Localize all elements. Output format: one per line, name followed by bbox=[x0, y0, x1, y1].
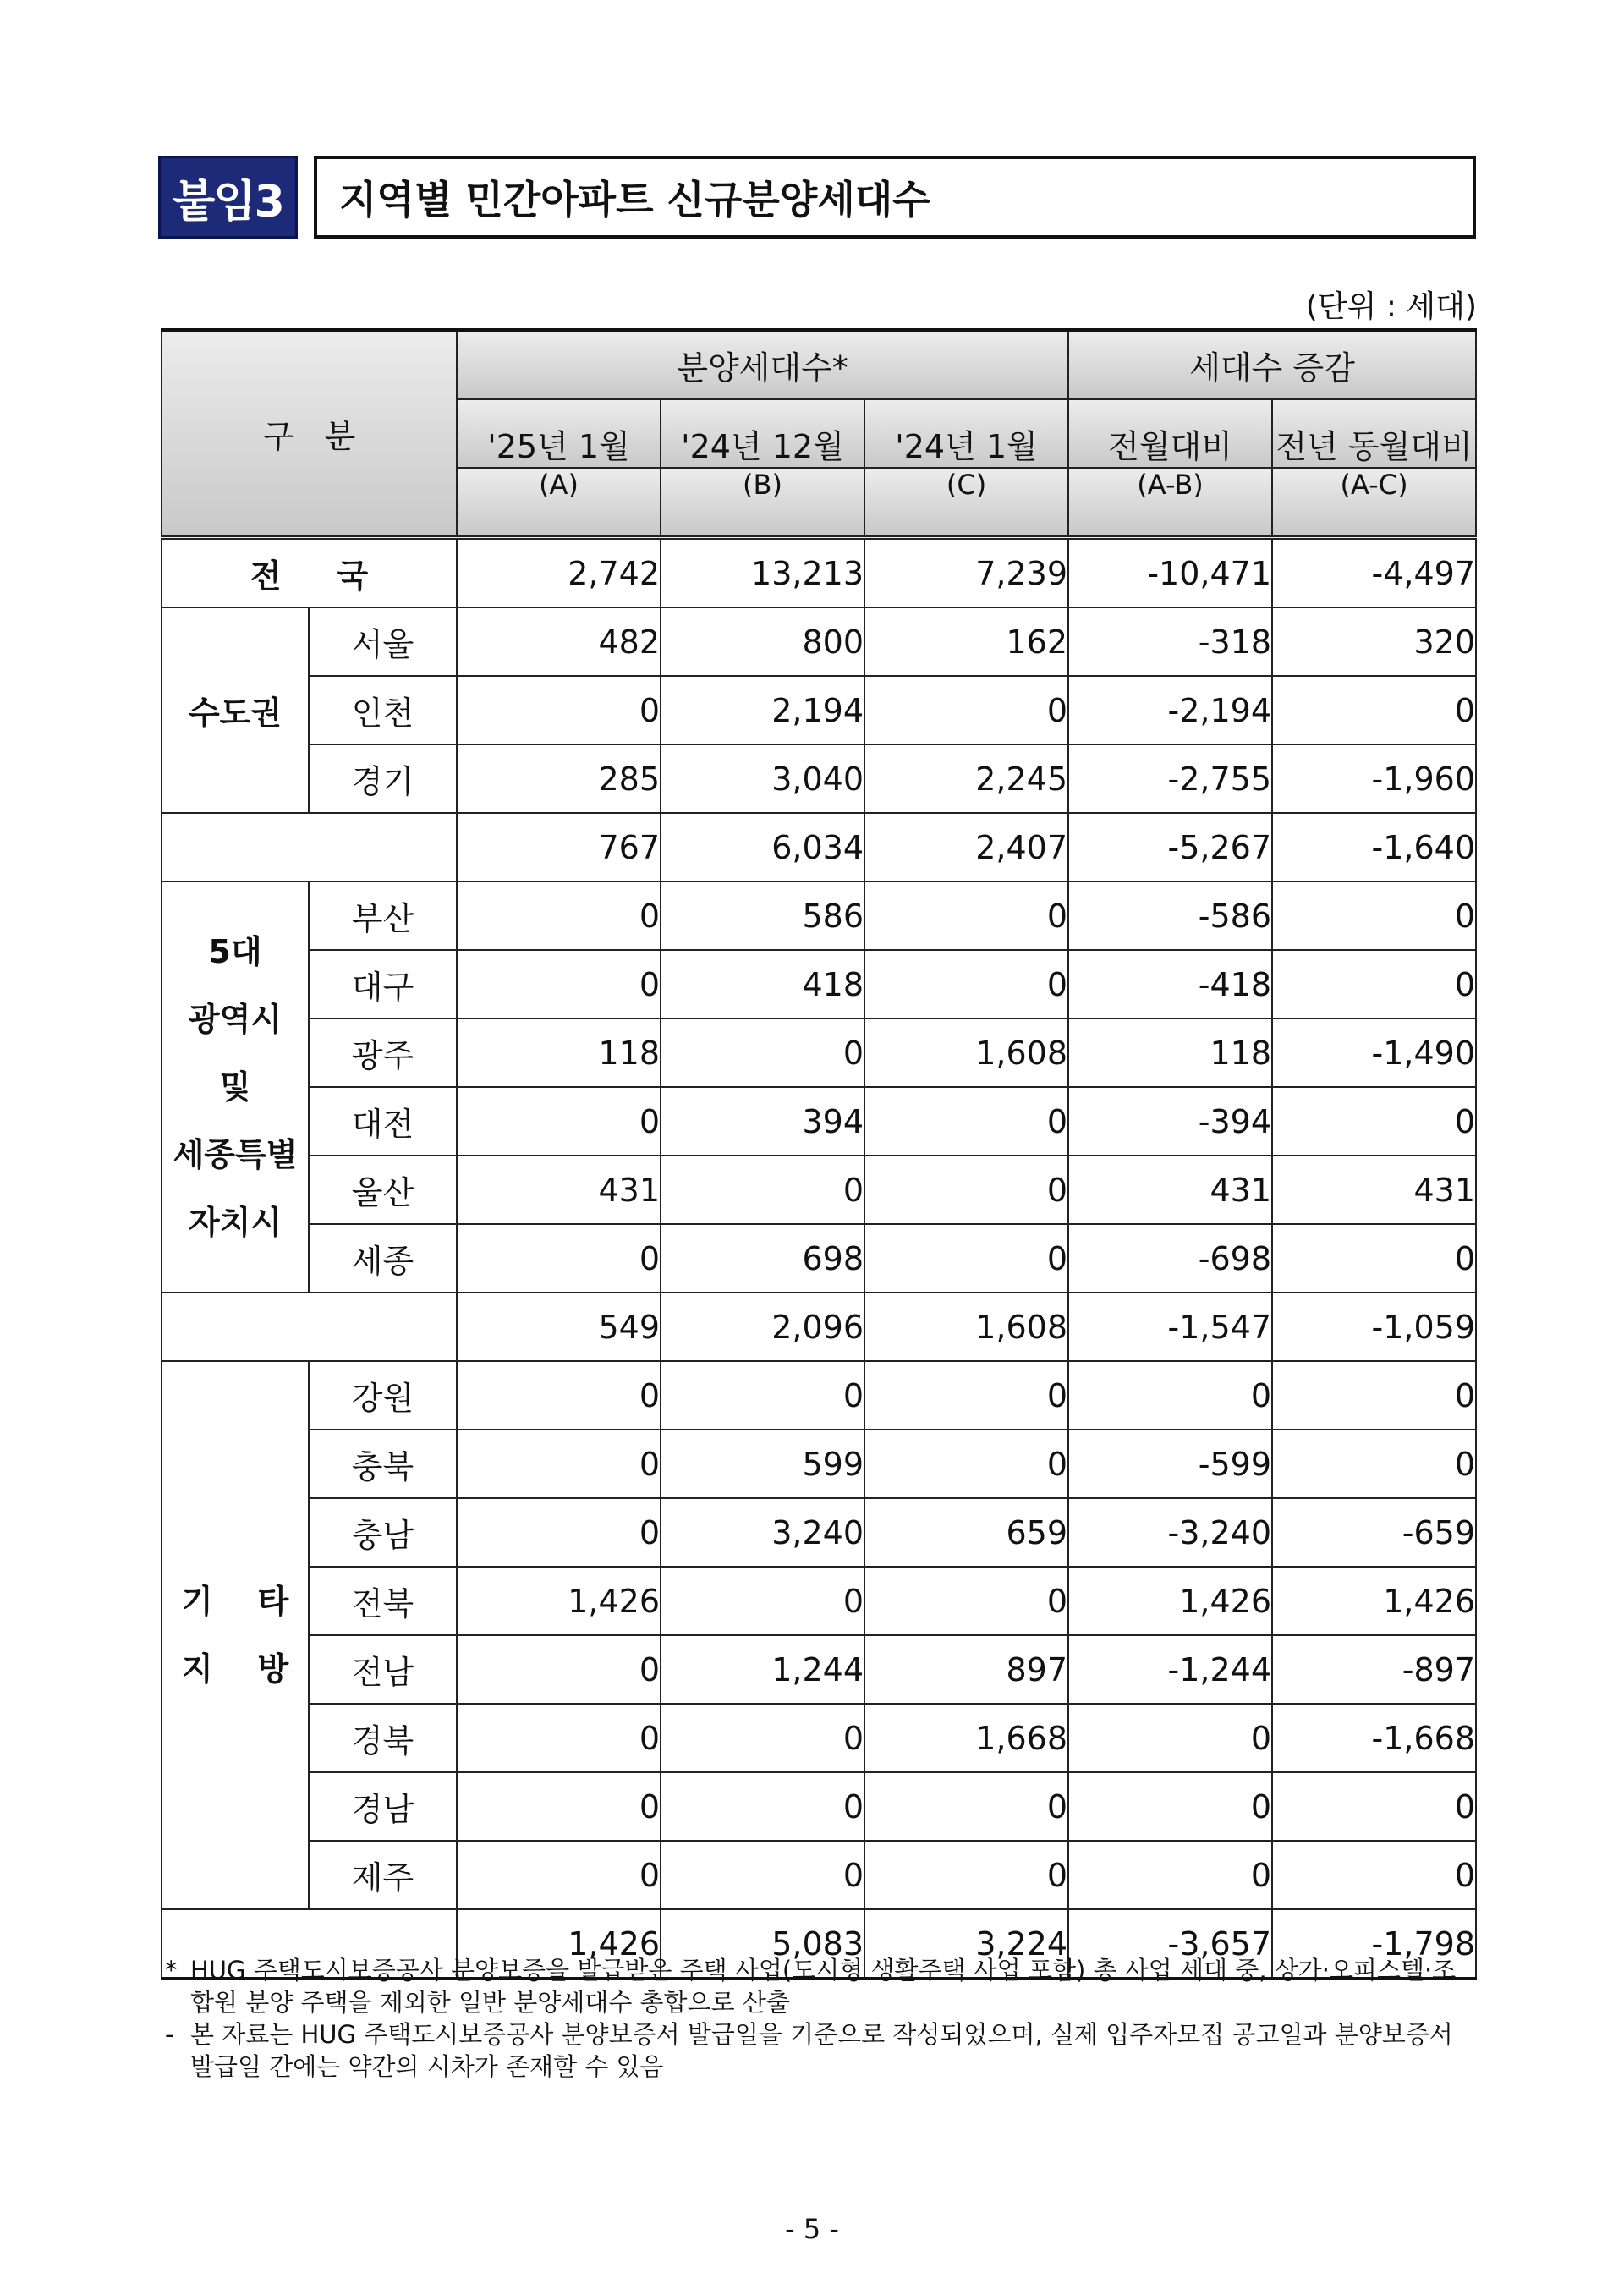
footnote-mark: * bbox=[165, 1956, 178, 1985]
footnote-text: 본 자료는 HUG 주택도시보증공사 분양보증서 발급일을 기준으로 작성되었으며, 실제 입주자모집 공고일과 분양보증서 발급일 간에는 약간의 시차가 존재할 수 있음 bbox=[190, 2020, 1453, 2081]
table-row bbox=[162, 1635, 1476, 1704]
value-cell: 0 bbox=[661, 1772, 864, 1841]
header-col-a-sub: (A) bbox=[457, 468, 661, 538]
value-cell: 3,224 bbox=[864, 1909, 1068, 1979]
header-col-b-sub: (B) bbox=[661, 468, 864, 538]
value-cell: -659 bbox=[1272, 1498, 1476, 1567]
region-label: 광주 bbox=[309, 1018, 457, 1087]
region-label: 인천 bbox=[309, 676, 457, 744]
region-label: 서울 bbox=[309, 607, 457, 676]
table-row-subtotal bbox=[162, 1293, 1476, 1361]
group-label bbox=[162, 881, 309, 1293]
table-row bbox=[162, 1772, 1476, 1841]
value-cell: 698 bbox=[661, 1224, 864, 1293]
value-cell: 2,742 bbox=[457, 538, 661, 608]
value-cell: 3,040 bbox=[661, 744, 864, 813]
value-cell: 482 bbox=[457, 607, 661, 676]
value-cell: 0 bbox=[661, 1156, 864, 1224]
value-cell: 0 bbox=[1068, 1361, 1272, 1430]
group-label bbox=[162, 1361, 309, 1909]
value-cell: 0 bbox=[457, 1430, 661, 1498]
region-label: 제주 bbox=[309, 1841, 457, 1909]
header-col-b: '24년 12월 bbox=[661, 399, 864, 468]
value-cell: 0 bbox=[1272, 881, 1476, 950]
value-cell: 2,194 bbox=[661, 676, 864, 744]
value-cell: 394 bbox=[661, 1087, 864, 1156]
value-cell: 0 bbox=[661, 1567, 864, 1635]
value-cell: 1,608 bbox=[864, 1018, 1068, 1087]
value-cell: -5,267 bbox=[1068, 813, 1272, 881]
value-cell: 0 bbox=[457, 1498, 661, 1567]
region-label: 경기 bbox=[309, 744, 457, 813]
value-cell: 0 bbox=[864, 950, 1068, 1018]
region-label: 경북 bbox=[309, 1704, 457, 1772]
value-cell: 1,608 bbox=[864, 1293, 1068, 1361]
value-cell: 0 bbox=[457, 1087, 661, 1156]
table-row bbox=[162, 1361, 1476, 1430]
value-cell: 0 bbox=[864, 1567, 1068, 1635]
value-cell: 0 bbox=[864, 1156, 1068, 1224]
value-cell: 659 bbox=[864, 1498, 1068, 1567]
page-title: 지역별 민간아파트 신규분양세대수 bbox=[314, 156, 1476, 239]
title-bar bbox=[158, 156, 1476, 239]
value-cell: 0 bbox=[864, 1430, 1068, 1498]
value-cell: 320 bbox=[1272, 607, 1476, 676]
table-row bbox=[162, 1430, 1476, 1498]
table-row bbox=[162, 1498, 1476, 1567]
header-col-d-sub: (A-B) bbox=[1068, 468, 1272, 538]
value-cell: 2,407 bbox=[864, 813, 1068, 881]
group-label-line: 지 방 bbox=[181, 1650, 289, 1688]
value-cell: 549 bbox=[457, 1293, 661, 1361]
value-cell: 0 bbox=[1068, 1772, 1272, 1841]
value-cell: 1,244 bbox=[661, 1635, 864, 1704]
header-col-d: 전월대비 bbox=[1068, 399, 1272, 468]
value-cell: 599 bbox=[661, 1430, 864, 1498]
value-cell: 2,096 bbox=[661, 1293, 864, 1361]
value-cell: 1,426 bbox=[1068, 1567, 1272, 1635]
group-label-line: 및 bbox=[219, 1068, 251, 1106]
region-label: 울산 bbox=[309, 1156, 457, 1224]
value-cell: 418 bbox=[661, 950, 864, 1018]
value-cell: -599 bbox=[1068, 1430, 1272, 1498]
value-cell: -1,640 bbox=[1272, 813, 1476, 881]
value-cell: -1,547 bbox=[1068, 1293, 1272, 1361]
footnotes bbox=[165, 1954, 1476, 2083]
value-cell: 0 bbox=[1272, 676, 1476, 744]
supply-table bbox=[161, 328, 1477, 1980]
region-label: 전남 bbox=[309, 1635, 457, 1704]
region-label: 충북 bbox=[309, 1430, 457, 1498]
region-label: 대전 bbox=[309, 1087, 457, 1156]
value-cell: 0 bbox=[1272, 1430, 1476, 1498]
value-cell: 0 bbox=[457, 950, 661, 1018]
value-cell: 0 bbox=[864, 1224, 1068, 1293]
value-cell: 431 bbox=[457, 1156, 661, 1224]
value-cell: 0 bbox=[1272, 1087, 1476, 1156]
value-cell: -1,960 bbox=[1272, 744, 1476, 813]
value-cell: 1,426 bbox=[457, 1909, 661, 1979]
footnote-mark: - bbox=[165, 2020, 174, 2049]
value-cell: 0 bbox=[661, 1018, 864, 1087]
value-cell: 767 bbox=[457, 813, 661, 881]
header-category: 구 분 bbox=[162, 330, 457, 538]
value-cell: -418 bbox=[1068, 950, 1272, 1018]
region-label: 대구 bbox=[309, 950, 457, 1018]
table-row bbox=[162, 1704, 1476, 1772]
value-cell: 0 bbox=[661, 1841, 864, 1909]
group-label: 수도권 bbox=[162, 607, 309, 813]
value-cell: 0 bbox=[1272, 1361, 1476, 1430]
value-cell: 118 bbox=[1068, 1018, 1272, 1087]
value-cell: 800 bbox=[661, 607, 864, 676]
table-row bbox=[162, 881, 1476, 950]
header-col-e: 전년 동월대비 bbox=[1272, 399, 1476, 468]
group-label-line: 5대 bbox=[208, 933, 262, 970]
group-label-line: 광역시 bbox=[188, 1001, 283, 1038]
region-label: 부산 bbox=[309, 881, 457, 950]
table-row bbox=[162, 1087, 1476, 1156]
value-cell: 162 bbox=[864, 607, 1068, 676]
value-cell: -1,490 bbox=[1272, 1018, 1476, 1087]
value-cell: 0 bbox=[661, 1361, 864, 1430]
table-row bbox=[162, 1841, 1476, 1909]
row-label-national: 전 국 bbox=[162, 538, 457, 608]
table-row-national bbox=[162, 538, 1476, 608]
value-cell: 897 bbox=[864, 1635, 1068, 1704]
value-cell: -586 bbox=[1068, 881, 1272, 950]
region-label: 경남 bbox=[309, 1772, 457, 1841]
value-cell: 285 bbox=[457, 744, 661, 813]
header-supply-group: 분양세대수* bbox=[457, 330, 1068, 399]
table-row bbox=[162, 607, 1476, 676]
value-cell: 118 bbox=[457, 1018, 661, 1087]
value-cell: -3,657 bbox=[1068, 1909, 1272, 1979]
value-cell: 0 bbox=[864, 1772, 1068, 1841]
value-cell: -1,244 bbox=[1068, 1635, 1272, 1704]
region-label: 강원 bbox=[309, 1361, 457, 1430]
header-col-a: '25년 1월 bbox=[457, 399, 661, 468]
value-cell: -10,471 bbox=[1068, 538, 1272, 608]
value-cell: 7,239 bbox=[864, 538, 1068, 608]
value-cell: 0 bbox=[1068, 1704, 1272, 1772]
header-col-e-sub: (A-C) bbox=[1272, 468, 1476, 538]
value-cell: 0 bbox=[864, 1087, 1068, 1156]
value-cell: -1,059 bbox=[1272, 1293, 1476, 1361]
value-cell: 0 bbox=[457, 1635, 661, 1704]
value-cell: 431 bbox=[1272, 1156, 1476, 1224]
footnote bbox=[165, 2018, 1476, 2083]
value-cell: 2,245 bbox=[864, 744, 1068, 813]
table-row bbox=[162, 676, 1476, 744]
table-row bbox=[162, 1224, 1476, 1293]
value-cell: -897 bbox=[1272, 1635, 1476, 1704]
value-cell: 0 bbox=[661, 1704, 864, 1772]
subtotal-blank-cell bbox=[162, 1293, 457, 1361]
value-cell: 0 bbox=[457, 1704, 661, 1772]
group-label-line: 세종특별 bbox=[173, 1136, 298, 1173]
group-label-line: 기 타 bbox=[181, 1583, 289, 1620]
value-cell: 0 bbox=[1272, 1841, 1476, 1909]
value-cell: -2,755 bbox=[1068, 744, 1272, 813]
value-cell: -2,194 bbox=[1068, 676, 1272, 744]
value-cell: 0 bbox=[864, 881, 1068, 950]
group-label-line: 자치시 bbox=[188, 1204, 283, 1241]
value-cell: 586 bbox=[661, 881, 864, 950]
value-cell: 0 bbox=[864, 676, 1068, 744]
table-row bbox=[162, 744, 1476, 813]
appendix-badge: 붙임3 bbox=[158, 156, 298, 239]
value-cell: -1,798 bbox=[1272, 1909, 1476, 1979]
value-cell: -3,240 bbox=[1068, 1498, 1272, 1567]
value-cell: 0 bbox=[864, 1841, 1068, 1909]
value-cell: -698 bbox=[1068, 1224, 1272, 1293]
value-cell: 0 bbox=[1068, 1841, 1272, 1909]
value-cell: -4,497 bbox=[1272, 538, 1476, 608]
page-number: - 5 - bbox=[785, 2213, 839, 2245]
value-cell: -394 bbox=[1068, 1087, 1272, 1156]
table-row bbox=[162, 1156, 1476, 1224]
region-label: 충남 bbox=[309, 1498, 457, 1567]
value-cell: 0 bbox=[1272, 1224, 1476, 1293]
header-col-c: '24년 1월 bbox=[864, 399, 1068, 468]
value-cell: 431 bbox=[1068, 1156, 1272, 1224]
table-row-subtotal bbox=[162, 813, 1476, 881]
unit-label: (단위 : 세대) bbox=[1305, 289, 1477, 324]
header-col-c-sub: (C) bbox=[864, 468, 1068, 538]
value-cell: 0 bbox=[457, 1224, 661, 1293]
value-cell: 0 bbox=[457, 1841, 661, 1909]
value-cell: 6,034 bbox=[661, 813, 864, 881]
value-cell: 1,426 bbox=[1272, 1567, 1476, 1635]
value-cell: -1,668 bbox=[1272, 1704, 1476, 1772]
subtotal-blank-cell bbox=[162, 813, 457, 881]
value-cell: 0 bbox=[864, 1361, 1068, 1430]
region-label: 전북 bbox=[309, 1567, 457, 1635]
footnote-text: HUG 주택도시보증공사 분양보증을 발급받은 주택 사업(도시형 생활주택 사업 포함) 총 사업 세대 중, 상가·오피스텔·조합원 분양 주택을 제외한 일반 분양세대수 총합으로 산출 bbox=[190, 1956, 1457, 2017]
value-cell: 1,668 bbox=[864, 1704, 1068, 1772]
value-cell: 0 bbox=[457, 1772, 661, 1841]
value-cell: 0 bbox=[457, 676, 661, 744]
table-row bbox=[162, 1018, 1476, 1087]
value-cell: 3,240 bbox=[661, 1498, 864, 1567]
value-cell: 0 bbox=[1272, 950, 1476, 1018]
value-cell: 13,213 bbox=[661, 538, 864, 608]
region-label: 세종 bbox=[309, 1224, 457, 1293]
value-cell: -318 bbox=[1068, 607, 1272, 676]
header-change-group: 세대수 증감 bbox=[1068, 330, 1476, 399]
table-row bbox=[162, 950, 1476, 1018]
value-cell: 1,426 bbox=[457, 1567, 661, 1635]
value-cell: 0 bbox=[457, 1361, 661, 1430]
value-cell: 5,083 bbox=[661, 1909, 864, 1979]
table-row bbox=[162, 1567, 1476, 1635]
value-cell: 0 bbox=[457, 881, 661, 950]
value-cell: 0 bbox=[1272, 1772, 1476, 1841]
footnote bbox=[165, 1954, 1476, 2018]
